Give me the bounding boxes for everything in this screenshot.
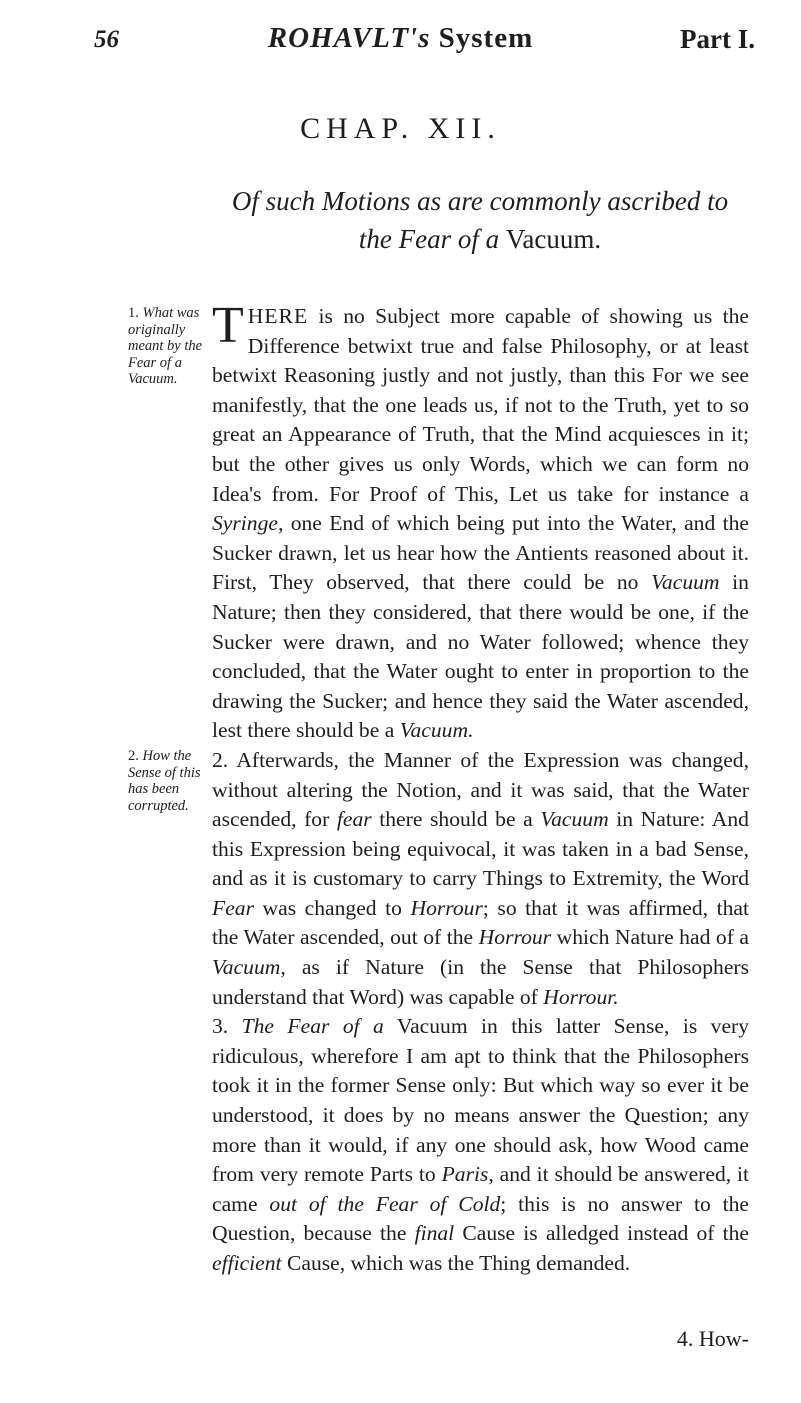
margin-note-2: [128, 748, 208, 814]
italic-text: Fear: [212, 895, 254, 920]
text-run: there should be a: [371, 807, 541, 832]
text-run: 3.: [212, 1014, 242, 1039]
page-number: 56: [94, 26, 119, 53]
italic-text: final: [414, 1221, 455, 1246]
margin-note-number: 1.: [128, 305, 139, 321]
margin-note-number: 2.: [128, 748, 139, 764]
part-label: Part I.: [680, 24, 755, 54]
text-run: , and it should be answered, it came: [212, 1162, 749, 1216]
italic-text: Horrour: [478, 925, 552, 950]
running-title-rest: System: [438, 22, 534, 54]
italic-text: Vacuum: [540, 807, 609, 832]
italic-text: out of the Fear of Cold: [269, 1191, 501, 1216]
text-run: ; this is no answer to the Question, because the: [212, 1191, 750, 1246]
lead-word: HERE: [247, 304, 309, 328]
chapter-subtitle-roman: Vacuum.: [505, 224, 602, 254]
text-run: ; so that it was affirmed, that the Water ascended, out of the: [212, 895, 749, 950]
running-head: [0, 22, 801, 62]
text-run: Cause is alledged instead of the: [454, 1221, 749, 1246]
italic-text: efficient: [212, 1251, 282, 1275]
text-run: in Nature: And this Expression being equivocal, it was taken in a bad Sense, and as it is customary to carry Things to Extremity, the Word: [212, 807, 749, 891]
text-run: , as if Nature (in the Sense that Philosophers understand that Word) was capable of: [212, 955, 749, 1009]
italic-text: Syringe: [212, 511, 278, 536]
margin-note-1: [128, 305, 208, 388]
text-run: Vacuum in this latter Sense, is very ridiculous, wherefore I am apt to think that the Philosophers took it in the former Sense only: But which way so ever it be understood, it does by no means answer the Question; any more than it would, if any one should ask, how Wood came from very remote Parts to: [212, 1014, 750, 1187]
italic-text: Paris: [441, 1162, 489, 1187]
text-run: in Nature; then they considered, that there would be one, if the Sucker were drawn, and no Water followed; whence they concluded, that the Water ought to enter in proportion to the drawing the Sucker; and hence they said the Water ascended, lest there should be a: [212, 570, 749, 743]
catchword: 4. How-: [676, 1326, 749, 1351]
chapter-heading: CHAP. XII.: [300, 112, 501, 145]
text-run: Cause, which was the Thing demanded.: [281, 1251, 631, 1275]
paragraph: [212, 746, 749, 1012]
text-run: was changed to: [253, 895, 411, 920]
text-run: which Nature had of a: [551, 925, 749, 950]
chapter-subtitle: [230, 182, 730, 258]
italic-text: fear: [336, 807, 372, 832]
italic-text: Vacuum.: [399, 718, 474, 743]
italic-text: Vacuum: [212, 955, 281, 980]
drop-cap: T: [212, 297, 244, 354]
paragraph: [212, 1012, 749, 1278]
running-title-author: ROHAVLT's: [267, 22, 431, 54]
margin-note-text: What was originally meant by the Fear of a Vacuum.: [128, 305, 203, 387]
italic-text: Horrour: [410, 895, 483, 920]
italic-text: Vacuum: [651, 570, 720, 595]
text-run: 2. Afterwards, the Manner of the Expression was changed, without altering the Notion, and it was said, that the Water ascended, for: [212, 747, 749, 832]
italic-text: Horrour.: [543, 984, 619, 1009]
chapter-subtitle-italic: Of such Motions as are commonly ascribed to the Fear of a: [231, 186, 729, 254]
text-run: is no Subject more capable of showing us the Difference betwixt true and false Philosophy, or at least betwixt Reasoning justly and not justly, than this For we see manifestly, that the one leads us, if not to the Truth, yet to so great an Appearance of Truth, that the Mind acquiesces in it; but the other gives us only Words, which we can form no Idea's from. For Proof of This, Let us take for instance a: [212, 304, 749, 506]
italic-text: The Fear of a: [241, 1014, 384, 1039]
body-text: [212, 297, 750, 1279]
text-run: , one End of which being put into the Water, and the Sucker drawn, let us hear how the Antients reasoned about it. First, They observed, that there could be no: [212, 511, 749, 595]
margin-note-text: How the Sense of this has been corrupted.: [128, 748, 201, 814]
paragraph: [212, 297, 749, 746]
